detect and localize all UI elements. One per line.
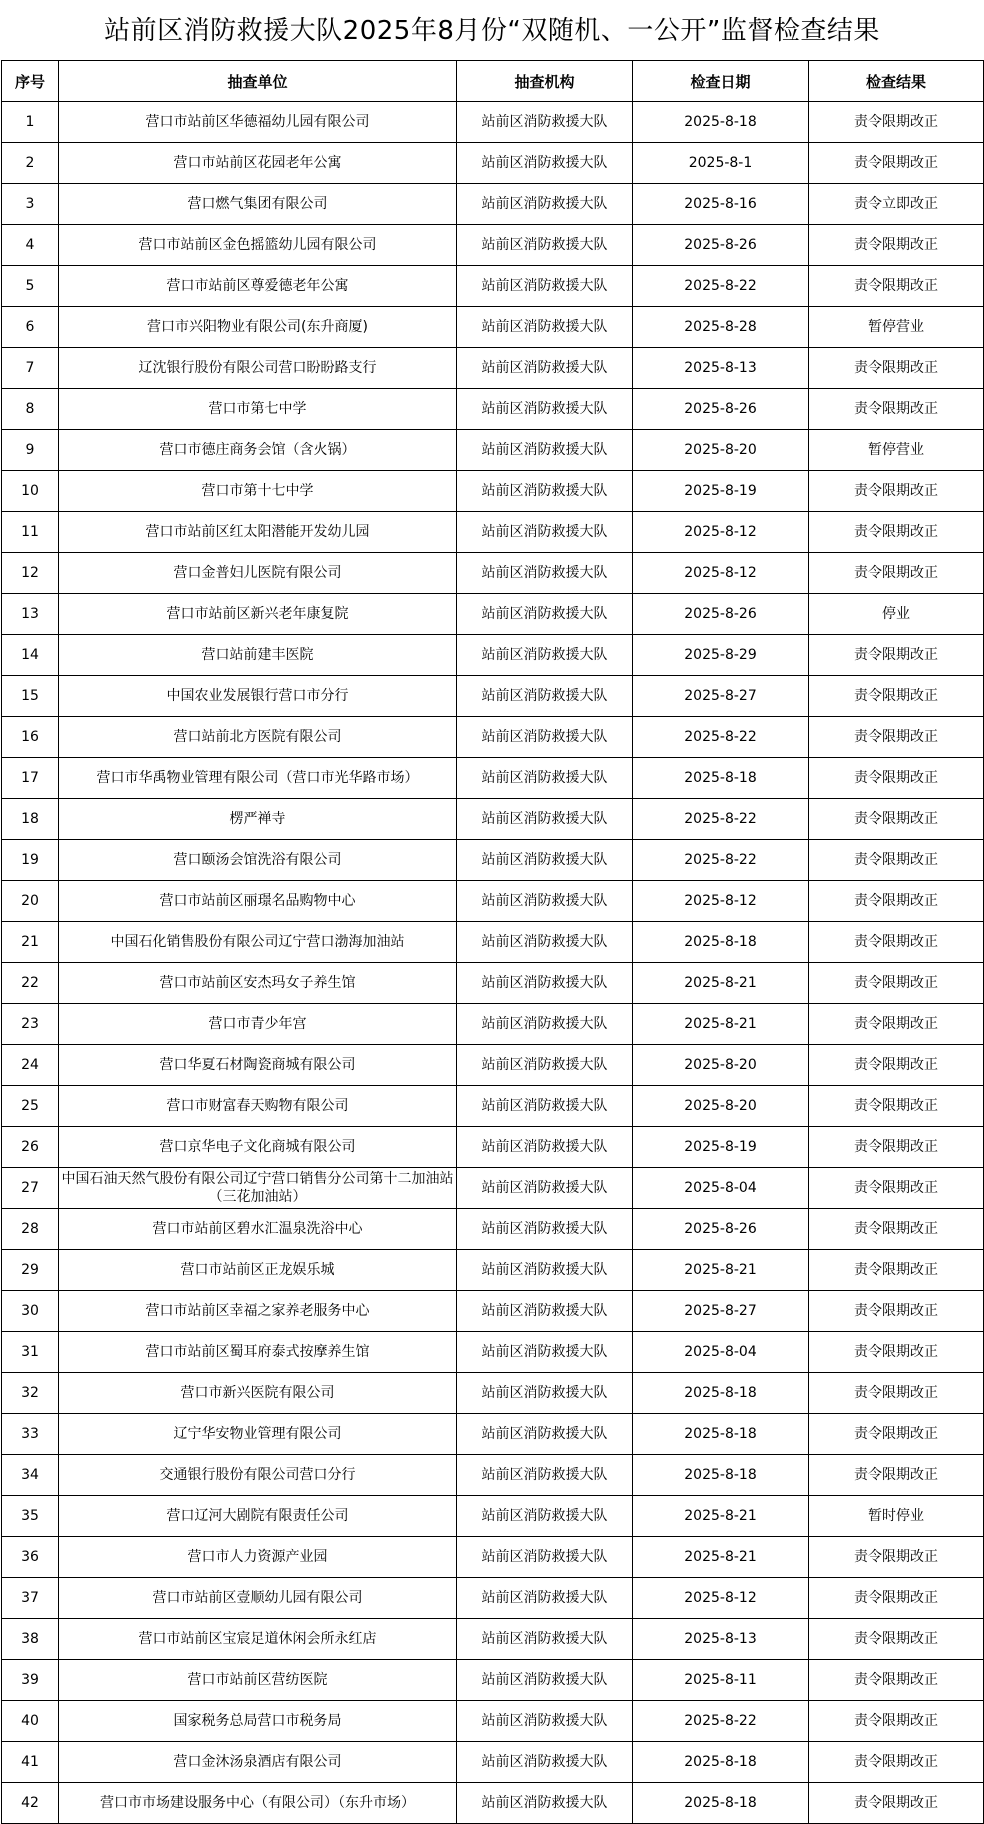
cell-no: 29	[2, 1250, 59, 1291]
cell-date: 2025-8-16	[633, 184, 809, 225]
cell-org: 站前区消防救援大队	[457, 1250, 633, 1291]
cell-date: 2025-8-18	[633, 1742, 809, 1783]
table-row	[2, 1168, 984, 1209]
cell-result: 责令限期改正	[809, 1127, 984, 1168]
cell-org: 站前区消防救援大队	[457, 881, 633, 922]
cell-date: 2025-8-12	[633, 512, 809, 553]
cell-result: 责令限期改正	[809, 1250, 984, 1291]
cell-result: 责令限期改正	[809, 1701, 984, 1742]
cell-unit: 营口市站前区红太阳潜能开发幼儿园	[59, 512, 457, 553]
cell-no: 6	[2, 307, 59, 348]
table-row	[2, 1660, 984, 1701]
cell-date: 2025-8-26	[633, 225, 809, 266]
cell-date: 2025-8-22	[633, 840, 809, 881]
cell-no: 40	[2, 1701, 59, 1742]
cell-result: 责令限期改正	[809, 963, 984, 1004]
cell-org: 站前区消防救援大队	[457, 1332, 633, 1373]
cell-no: 5	[2, 266, 59, 307]
cell-no: 36	[2, 1537, 59, 1578]
cell-no: 15	[2, 676, 59, 717]
table-row	[2, 594, 984, 635]
cell-org: 站前区消防救援大队	[457, 389, 633, 430]
cell-org: 站前区消防救援大队	[457, 1168, 633, 1209]
cell-date: 2025-8-20	[633, 430, 809, 471]
cell-no: 4	[2, 225, 59, 266]
table-row	[2, 1004, 984, 1045]
table-row	[2, 307, 984, 348]
cell-unit: 营口市站前区华德福幼儿园有限公司	[59, 102, 457, 143]
cell-unit: 营口辽河大剧院有限责任公司	[59, 1496, 457, 1537]
cell-no: 12	[2, 553, 59, 594]
cell-no: 38	[2, 1619, 59, 1660]
cell-no: 33	[2, 1414, 59, 1455]
header-no: 序号	[2, 61, 59, 102]
page-title: 站前区消防救援大队2025年8月份“双随机、一公开”监督检查结果	[104, 16, 880, 46]
cell-no: 35	[2, 1496, 59, 1537]
cell-org: 站前区消防救援大队	[457, 553, 633, 594]
table-row	[2, 553, 984, 594]
cell-org: 站前区消防救援大队	[457, 1414, 633, 1455]
cell-org: 站前区消防救援大队	[457, 1783, 633, 1824]
cell-unit: 营口金普妇儿医院有限公司	[59, 553, 457, 594]
cell-date: 2025-8-26	[633, 1209, 809, 1250]
table-row	[2, 635, 984, 676]
table-row	[2, 758, 984, 799]
cell-org: 站前区消防救援大队	[457, 717, 633, 758]
table-row	[2, 102, 984, 143]
cell-date: 2025-8-18	[633, 102, 809, 143]
cell-result: 暂停营业	[809, 430, 984, 471]
cell-result: 责令限期改正	[809, 1455, 984, 1496]
cell-result: 责令限期改正	[809, 840, 984, 881]
table-row	[2, 799, 984, 840]
cell-no: 27	[2, 1168, 59, 1209]
cell-org: 站前区消防救援大队	[457, 307, 633, 348]
cell-no: 13	[2, 594, 59, 635]
cell-date: 2025-8-18	[633, 758, 809, 799]
cell-result: 责令限期改正	[809, 1742, 984, 1783]
table-row	[2, 471, 984, 512]
cell-unit: 中国农业发展银行营口市分行	[59, 676, 457, 717]
table-row	[2, 1045, 984, 1086]
cell-date: 2025-8-27	[633, 1291, 809, 1332]
cell-unit: 营口市人力资源产业园	[59, 1537, 457, 1578]
cell-org: 站前区消防救援大队	[457, 1291, 633, 1332]
cell-result: 责令限期改正	[809, 1332, 984, 1373]
cell-unit: 营口市站前区蜀耳府泰式按摩养生馆	[59, 1332, 457, 1373]
table-row	[2, 881, 984, 922]
cell-unit: 辽宁华安物业管理有限公司	[59, 1414, 457, 1455]
cell-unit: 营口市站前区碧水汇温泉洗浴中心	[59, 1209, 457, 1250]
cell-org: 站前区消防救援大队	[457, 799, 633, 840]
cell-result: 责令限期改正	[809, 1209, 984, 1250]
cell-result: 责令限期改正	[809, 1578, 984, 1619]
cell-date: 2025-8-18	[633, 922, 809, 963]
cell-no: 8	[2, 389, 59, 430]
cell-unit: 营口市站前区营纺医院	[59, 1660, 457, 1701]
cell-no: 2	[2, 143, 59, 184]
cell-org: 站前区消防救援大队	[457, 1045, 633, 1086]
cell-unit: 中国石油天然气股份有限公司辽宁营口销售分公司第十二加油站（三花加油站）	[59, 1168, 457, 1209]
cell-unit: 营口市站前区金色摇篮幼儿园有限公司	[59, 225, 457, 266]
cell-unit: 营口市新兴医院有限公司	[59, 1373, 457, 1414]
cell-unit: 营口市第十七中学	[59, 471, 457, 512]
table-row	[2, 676, 984, 717]
cell-date: 2025-8-13	[633, 348, 809, 389]
cell-no: 41	[2, 1742, 59, 1783]
cell-unit: 营口市市场建设服务中心（有限公司）（东升市场）	[59, 1783, 457, 1824]
cell-result: 责令限期改正	[809, 717, 984, 758]
cell-date: 2025-8-21	[633, 963, 809, 1004]
cell-org: 站前区消防救援大队	[457, 348, 633, 389]
table-row	[2, 512, 984, 553]
table-row	[2, 225, 984, 266]
table-row	[2, 1291, 984, 1332]
cell-unit: 营口金沐汤泉酒店有限公司	[59, 1742, 457, 1783]
table-row	[2, 1209, 984, 1250]
cell-date: 2025-8-18	[633, 1455, 809, 1496]
cell-no: 20	[2, 881, 59, 922]
cell-unit: 营口市兴阳物业有限公司(东升商厦)	[59, 307, 457, 348]
cell-unit: 营口市站前区安杰玛女子养生馆	[59, 963, 457, 1004]
table-row	[2, 1332, 984, 1373]
cell-date: 2025-8-12	[633, 881, 809, 922]
cell-date: 2025-8-21	[633, 1537, 809, 1578]
cell-no: 3	[2, 184, 59, 225]
cell-org: 站前区消防救援大队	[457, 594, 633, 635]
cell-org: 站前区消防救援大队	[457, 102, 633, 143]
cell-org: 站前区消防救援大队	[457, 1004, 633, 1045]
cell-date: 2025-8-26	[633, 389, 809, 430]
cell-date: 2025-8-22	[633, 1701, 809, 1742]
cell-no: 21	[2, 922, 59, 963]
cell-result: 责令限期改正	[809, 799, 984, 840]
table-row	[2, 1783, 984, 1824]
cell-org: 站前区消防救援大队	[457, 922, 633, 963]
cell-no: 42	[2, 1783, 59, 1824]
cell-org: 站前区消防救援大队	[457, 635, 633, 676]
header-org: 抽查机构	[457, 61, 633, 102]
inspection-results-table	[1, 60, 984, 1824]
cell-date: 2025-8-1	[633, 143, 809, 184]
cell-no: 30	[2, 1291, 59, 1332]
cell-no: 37	[2, 1578, 59, 1619]
cell-date: 2025-8-11	[633, 1660, 809, 1701]
table-row	[2, 266, 984, 307]
cell-org: 站前区消防救援大队	[457, 676, 633, 717]
cell-date: 2025-8-21	[633, 1004, 809, 1045]
header-unit: 抽查单位	[59, 61, 457, 102]
table-row	[2, 1086, 984, 1127]
cell-org: 站前区消防救援大队	[457, 471, 633, 512]
table-row	[2, 1455, 984, 1496]
cell-result: 责令限期改正	[809, 676, 984, 717]
cell-no: 22	[2, 963, 59, 1004]
cell-date: 2025-8-18	[633, 1414, 809, 1455]
cell-result: 责令限期改正	[809, 1291, 984, 1332]
cell-result: 责令限期改正	[809, 266, 984, 307]
cell-unit: 营口市站前区幸福之家养老服务中心	[59, 1291, 457, 1332]
table-row	[2, 963, 984, 1004]
cell-date: 2025-8-22	[633, 266, 809, 307]
cell-date: 2025-8-13	[633, 1619, 809, 1660]
cell-no: 14	[2, 635, 59, 676]
cell-date: 2025-8-22	[633, 799, 809, 840]
cell-result: 责令限期改正	[809, 102, 984, 143]
cell-date: 2025-8-12	[633, 553, 809, 594]
cell-unit: 营口颐汤会馆洗浴有限公司	[59, 840, 457, 881]
cell-date: 2025-8-28	[633, 307, 809, 348]
cell-result: 责令限期改正	[809, 881, 984, 922]
cell-no: 39	[2, 1660, 59, 1701]
cell-result: 责令限期改正	[809, 471, 984, 512]
cell-date: 2025-8-20	[633, 1045, 809, 1086]
table-row	[2, 1619, 984, 1660]
cell-date: 2025-8-04	[633, 1168, 809, 1209]
cell-no: 28	[2, 1209, 59, 1250]
table-row	[2, 143, 984, 184]
cell-no: 34	[2, 1455, 59, 1496]
table-row	[2, 1496, 984, 1537]
cell-unit: 中国石化销售股份有限公司辽宁营口渤海加油站	[59, 922, 457, 963]
cell-no: 1	[2, 102, 59, 143]
cell-org: 站前区消防救援大队	[457, 1127, 633, 1168]
cell-date: 2025-8-21	[633, 1250, 809, 1291]
cell-unit: 营口京华电子文化商城有限公司	[59, 1127, 457, 1168]
cell-org: 站前区消防救援大队	[457, 225, 633, 266]
table-row	[2, 389, 984, 430]
cell-unit: 营口市站前区花园老年公寓	[59, 143, 457, 184]
cell-org: 站前区消防救援大队	[457, 1537, 633, 1578]
table-row	[2, 1742, 984, 1783]
table-row	[2, 430, 984, 471]
cell-date: 2025-8-04	[633, 1332, 809, 1373]
cell-date: 2025-8-19	[633, 471, 809, 512]
cell-org: 站前区消防救援大队	[457, 963, 633, 1004]
cell-unit: 营口市站前区壹顺幼儿园有限公司	[59, 1578, 457, 1619]
table-row	[2, 840, 984, 881]
cell-unit: 营口市站前区宝宸足道休闲会所永红店	[59, 1619, 457, 1660]
cell-no: 7	[2, 348, 59, 389]
cell-result: 责令限期改正	[809, 1004, 984, 1045]
cell-result: 暂停营业	[809, 307, 984, 348]
cell-date: 2025-8-29	[633, 635, 809, 676]
cell-no: 9	[2, 430, 59, 471]
header-date: 检查日期	[633, 61, 809, 102]
cell-no: 17	[2, 758, 59, 799]
cell-result: 责令限期改正	[809, 1619, 984, 1660]
cell-unit: 营口站前建丰医院	[59, 635, 457, 676]
cell-date: 2025-8-19	[633, 1127, 809, 1168]
cell-no: 24	[2, 1045, 59, 1086]
cell-result: 责令限期改正	[809, 1660, 984, 1701]
cell-org: 站前区消防救援大队	[457, 1209, 633, 1250]
cell-result: 责令限期改正	[809, 389, 984, 430]
cell-org: 站前区消防救援大队	[457, 758, 633, 799]
table-row	[2, 1127, 984, 1168]
cell-org: 站前区消防救援大队	[457, 1373, 633, 1414]
cell-org: 站前区消防救援大队	[457, 512, 633, 553]
cell-result: 责令限期改正	[809, 225, 984, 266]
table-header-row	[2, 61, 984, 102]
cell-result: 暂时停业	[809, 1496, 984, 1537]
cell-org: 站前区消防救援大队	[457, 1619, 633, 1660]
cell-result: 责令限期改正	[809, 1537, 984, 1578]
cell-result: 责令限期改正	[809, 553, 984, 594]
header-result: 检查结果	[809, 61, 984, 102]
cell-date: 2025-8-18	[633, 1373, 809, 1414]
table-row	[2, 922, 984, 963]
cell-result: 责令限期改正	[809, 1414, 984, 1455]
cell-org: 站前区消防救援大队	[457, 430, 633, 471]
table-row	[2, 1414, 984, 1455]
cell-unit: 楞严禅寺	[59, 799, 457, 840]
cell-unit: 营口市站前区丽璟名品购物中心	[59, 881, 457, 922]
table-row	[2, 1250, 984, 1291]
cell-result: 责令限期改正	[809, 143, 984, 184]
cell-result: 责令限期改正	[809, 1373, 984, 1414]
cell-unit: 营口市站前区新兴老年康复院	[59, 594, 457, 635]
cell-unit: 营口市华禹物业管理有限公司（营口市光华路市场）	[59, 758, 457, 799]
cell-org: 站前区消防救援大队	[457, 840, 633, 881]
cell-date: 2025-8-18	[633, 1783, 809, 1824]
cell-no: 25	[2, 1086, 59, 1127]
cell-result: 责令限期改正	[809, 1086, 984, 1127]
cell-no: 23	[2, 1004, 59, 1045]
cell-unit: 营口市德庄商务会馆（含火锅）	[59, 430, 457, 471]
table-row	[2, 1537, 984, 1578]
cell-result: 责令限期改正	[809, 1045, 984, 1086]
cell-unit: 营口华夏石材陶瓷商城有限公司	[59, 1045, 457, 1086]
cell-no: 19	[2, 840, 59, 881]
cell-result: 责令限期改正	[809, 635, 984, 676]
table-row	[2, 1578, 984, 1619]
cell-org: 站前区消防救援大队	[457, 1455, 633, 1496]
cell-org: 站前区消防救援大队	[457, 266, 633, 307]
table-row	[2, 1701, 984, 1742]
cell-unit: 辽沈银行股份有限公司营口盼盼路支行	[59, 348, 457, 389]
cell-org: 站前区消防救援大队	[457, 1701, 633, 1742]
cell-org: 站前区消防救援大队	[457, 1742, 633, 1783]
cell-no: 18	[2, 799, 59, 840]
cell-org: 站前区消防救援大队	[457, 143, 633, 184]
cell-date: 2025-8-26	[633, 594, 809, 635]
cell-unit: 交通银行股份有限公司营口分行	[59, 1455, 457, 1496]
cell-result: 责令限期改正	[809, 1783, 984, 1824]
cell-result: 责令限期改正	[809, 1168, 984, 1209]
cell-result: 责令限期改正	[809, 348, 984, 389]
cell-date: 2025-8-21	[633, 1496, 809, 1537]
cell-org: 站前区消防救援大队	[457, 1578, 633, 1619]
cell-date: 2025-8-20	[633, 1086, 809, 1127]
cell-result: 责令限期改正	[809, 512, 984, 553]
cell-unit: 营口市站前区尊爱德老年公寓	[59, 266, 457, 307]
cell-date: 2025-8-22	[633, 717, 809, 758]
cell-unit: 营口站前北方医院有限公司	[59, 717, 457, 758]
cell-unit: 营口燃气集团有限公司	[59, 184, 457, 225]
cell-result: 责令限期改正	[809, 758, 984, 799]
cell-result: 停业	[809, 594, 984, 635]
cell-result: 责令立即改正	[809, 184, 984, 225]
cell-no: 32	[2, 1373, 59, 1414]
cell-org: 站前区消防救援大队	[457, 1086, 633, 1127]
table-row	[2, 184, 984, 225]
cell-no: 26	[2, 1127, 59, 1168]
cell-unit: 国家税务总局营口市税务局	[59, 1701, 457, 1742]
cell-no: 10	[2, 471, 59, 512]
cell-date: 2025-8-12	[633, 1578, 809, 1619]
cell-date: 2025-8-27	[633, 676, 809, 717]
cell-unit: 营口市站前区正龙娱乐城	[59, 1250, 457, 1291]
table-row	[2, 1373, 984, 1414]
table-row	[2, 348, 984, 389]
cell-unit: 营口市第七中学	[59, 389, 457, 430]
table-body	[2, 102, 984, 1824]
cell-org: 站前区消防救援大队	[457, 1496, 633, 1537]
cell-no: 11	[2, 512, 59, 553]
cell-unit: 营口市财富春天购物有限公司	[59, 1086, 457, 1127]
cell-no: 31	[2, 1332, 59, 1373]
cell-result: 责令限期改正	[809, 922, 984, 963]
cell-org: 站前区消防救援大队	[457, 184, 633, 225]
table-row	[2, 717, 984, 758]
cell-unit: 营口市青少年宫	[59, 1004, 457, 1045]
cell-no: 16	[2, 717, 59, 758]
cell-org: 站前区消防救援大队	[457, 1660, 633, 1701]
